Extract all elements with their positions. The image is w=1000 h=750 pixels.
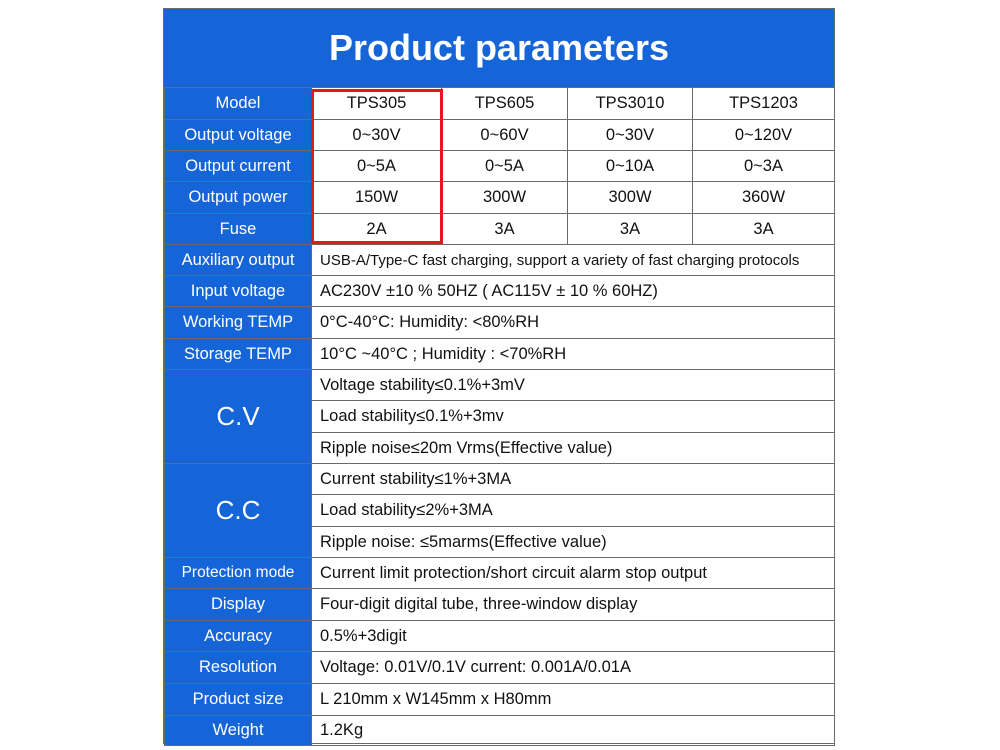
- row-label-working-temp: Working TEMP: [165, 307, 312, 339]
- table-row-storage-temp: [165, 339, 835, 370]
- row-label-protection-mode: Protection mode: [165, 558, 312, 589]
- value-cell: Ripple noise≤20m Vrms(Effective value): [312, 433, 835, 464]
- product-parameters-sheet: [163, 8, 835, 744]
- value-cell: Four-digit digital tube, three-window display: [312, 589, 835, 621]
- row-label-cc: C.C: [165, 464, 312, 558]
- table-row-output-current: [165, 151, 835, 182]
- value-cell: 0~60V: [442, 120, 568, 151]
- row-label-product-size: Product size: [165, 684, 312, 716]
- value-cell: Ripple noise: ≤5marms(Effective value): [312, 527, 835, 558]
- table-row-input-voltage: [165, 276, 835, 307]
- value-cell: 0~30V: [312, 120, 442, 151]
- table-row-model: [165, 88, 835, 120]
- row-label-storage-temp: Storage TEMP: [165, 339, 312, 370]
- value-cell: 10°C ~40°C ; Humidity : <70%RH: [312, 339, 835, 370]
- value-cell: 0°C-40°C: Humidity: <80%RH: [312, 307, 835, 339]
- model-cell-tps1203: TPS1203: [693, 88, 835, 120]
- table-row-working-temp: [165, 307, 835, 339]
- table-row-fuse: [165, 214, 835, 245]
- table-row-display: [165, 589, 835, 621]
- value-cell: 3A: [442, 214, 568, 245]
- table-row-output-voltage: [165, 120, 835, 151]
- value-cell: Current limit protection/short circuit alarm stop output: [312, 558, 835, 589]
- value-cell: Load stability≤0.1%+3mv: [312, 401, 835, 433]
- model-cell-tps305: TPS305: [312, 88, 442, 120]
- row-label-fuse: Fuse: [165, 214, 312, 245]
- value-cell: Voltage: 0.01V/0.1V current: 0.001A/0.01A: [312, 652, 835, 684]
- model-cell-tps605: TPS605: [442, 88, 568, 120]
- value-cell: AC230V ±10 % 50HZ ( AC115V ± 10 % 60HZ): [312, 276, 835, 307]
- value-cell: 0.5%+3digit: [312, 621, 835, 652]
- value-cell: 0~5A: [442, 151, 568, 182]
- table-row-product-size: [165, 684, 835, 716]
- row-label-cv: C.V: [165, 370, 312, 464]
- row-label-model: Model: [165, 88, 312, 120]
- row-label-resolution: Resolution: [165, 652, 312, 684]
- value-cell: USB-A/Type-C fast charging, support a variety of fast charging protocols: [312, 245, 835, 276]
- parameters-table: [164, 87, 835, 746]
- row-label-output-voltage: Output voltage: [165, 120, 312, 151]
- table-row-weight: [165, 716, 835, 746]
- value-cell: Current stability≤1%+3MA: [312, 464, 835, 495]
- row-label-input-voltage: Input voltage: [165, 276, 312, 307]
- value-cell: 0~120V: [693, 120, 835, 151]
- value-cell: L 210mm x W145mm x H80mm: [312, 684, 835, 716]
- row-label-output-current: Output current: [165, 151, 312, 182]
- value-cell: Load stability≤2%+3MA: [312, 495, 835, 527]
- value-cell: Voltage stability≤0.1%+3mV: [312, 370, 835, 401]
- table-row-cc-1: [165, 464, 835, 495]
- value-cell: 0~3A: [693, 151, 835, 182]
- model-cell-tps3010: TPS3010: [568, 88, 693, 120]
- row-label-output-power: Output power: [165, 182, 312, 214]
- value-cell: 2A: [312, 214, 442, 245]
- table-row-accuracy: [165, 621, 835, 652]
- value-cell: 300W: [568, 182, 693, 214]
- row-label-auxiliary-output: Auxiliary output: [165, 245, 312, 276]
- value-cell: 3A: [568, 214, 693, 245]
- row-label-display: Display: [165, 589, 312, 621]
- value-cell: 0~30V: [568, 120, 693, 151]
- value-cell: 300W: [442, 182, 568, 214]
- page-title: Product parameters: [164, 9, 834, 87]
- table-row-auxiliary-output: [165, 245, 835, 276]
- value-cell: 360W: [693, 182, 835, 214]
- table-row-resolution: [165, 652, 835, 684]
- value-cell: 3A: [693, 214, 835, 245]
- value-cell: 0~10A: [568, 151, 693, 182]
- value-cell: 1.2Kg: [312, 716, 835, 746]
- value-cell: 0~5A: [312, 151, 442, 182]
- value-cell: 150W: [312, 182, 442, 214]
- row-label-accuracy: Accuracy: [165, 621, 312, 652]
- table-row-output-power: [165, 182, 835, 214]
- table-row-protection-mode: [165, 558, 835, 589]
- row-label-weight: Weight: [165, 716, 312, 746]
- table-row-cv-1: [165, 370, 835, 401]
